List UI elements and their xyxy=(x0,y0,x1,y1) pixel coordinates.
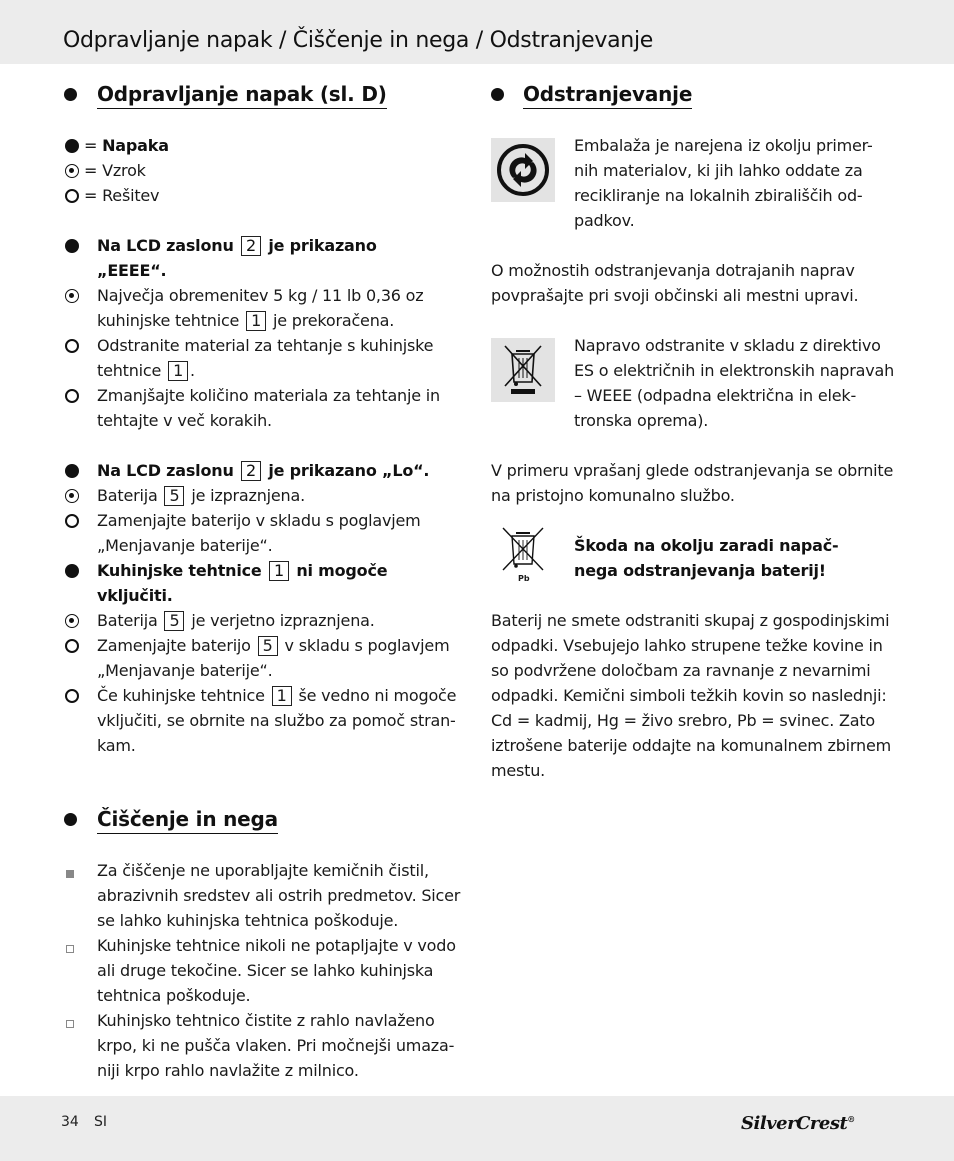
cause-symbol-icon xyxy=(65,289,79,303)
square-bullet-icon xyxy=(66,1020,74,1028)
solution-reduce-amount: Zmanjšajte količino materiala za tehtanje in tehtajte v več korakih. xyxy=(97,386,440,430)
solution-replace-battery-5: Zamenjajte baterijo 5 v skladu s poglavjem „Menjavanje baterije“. xyxy=(97,636,450,680)
cause-symbol-icon xyxy=(65,164,79,178)
square-bullet-icon xyxy=(66,870,74,878)
solution-symbol-icon xyxy=(65,689,79,703)
language-code: SI xyxy=(94,1114,108,1130)
weee-bin-icon xyxy=(491,338,555,402)
solution-symbol-icon xyxy=(65,189,79,203)
battery-icon-label: Pb xyxy=(518,574,530,583)
cleaning-item-1: Za čiščenje ne uporabljajte kemičnih čistil, abrazivnih sredstev ali ostrih predmetov. Sicer se lahko kuhinjska tehtnica poškoduje. xyxy=(97,861,461,930)
page-number: 34 xyxy=(61,1114,79,1130)
solution-symbol-icon xyxy=(65,389,79,403)
heading-bullet-icon xyxy=(64,88,77,101)
weee-text: Napravo odstranite v skladu z direktivo ES o električnih in elektronskih napravah – WEEE (odpadna električna in elek- tronska oprema). xyxy=(574,336,895,430)
heading-bullet-icon xyxy=(491,88,504,101)
legend-solution: = Rešitev xyxy=(84,186,160,205)
cleaning-heading: Čiščenje in nega xyxy=(97,807,278,834)
solution-symbol-icon xyxy=(65,514,79,528)
battery-warning: Škoda na okolju zaradi napač- nega odstranjevanja baterij! xyxy=(574,536,839,580)
cause-battery-empty: Baterija 5 je izpraznjena. xyxy=(97,486,305,505)
questions-text: V primeru vprašanj glede odstranjevanja se obrnite na pristojno komunalno službo. xyxy=(491,461,894,505)
fault-lo: Na LCD zaslonu 2 je prikazano „Lo“. xyxy=(97,461,430,480)
cleaning-item-3: Kuhinjsko tehtnico čistite z rahlo navlaženo krpo, ki ne pušča vlaken. Pri močnejši umaza- niji krpo rahlo navlažite z milnico. xyxy=(97,1011,455,1080)
fault-cannot-switch-on: Kuhinjske tehtnice 1 ni mogoče vključiti. xyxy=(97,561,388,605)
fault-eeee: Na LCD zaslonu 2 je prikazano „EEEE“. xyxy=(97,236,377,280)
solution-remove-material: Odstranite material za tehtanje s kuhinjske tehtnice 1 . xyxy=(97,336,434,380)
disposal-heading: Odstranjevanje xyxy=(523,82,692,109)
legend-fault: = Napaka xyxy=(84,136,169,155)
troubleshooting-heading: Odpravljanje napak (sl. D) xyxy=(97,82,387,109)
solution-contact-service: Če kuhinjske tehtnice 1 še vedno ni mogoče vključiti, se obrnite na službo za pomoč stran- kam. xyxy=(97,686,457,755)
legend-cause: = Vzrok xyxy=(84,161,146,180)
solution-symbol-icon xyxy=(65,339,79,353)
cause-battery-probably-empty: Baterija 5 je verjetno izpraznjena. xyxy=(97,611,375,630)
fault-symbol-icon xyxy=(65,564,79,578)
cause-symbol-icon xyxy=(65,489,79,503)
cleaning-item-2: Kuhinjske tehtnice nikoli ne potapljajte v vodo ali druge tekočine. Sicer se lahko kuhinjska tehtnica poškoduje. xyxy=(97,936,456,1005)
fault-symbol-icon xyxy=(65,239,79,253)
cause-symbol-icon xyxy=(65,614,79,628)
battery-text: Baterij ne smete odstraniti skupaj z gospodinjskimi odpadki. Vsebujejo lahko strupene težke kovine in so podvržene določbam za ravnanje z nevarnimi odpadki. Kemični simboli težkih kovin so naslednji: Cd = kadmij, Hg = živo srebro, Pb = svinec. Zato iztrošene baterije oddajte na komunalnem zbirnem mestu. xyxy=(491,611,891,780)
cause-overload: Največja obremenitev 5 kg / 11 lb 0,36 oz kuhinjske tehtnice 1 je prekoračena. xyxy=(97,286,424,330)
heading-bullet-icon xyxy=(64,813,77,826)
square-bullet-icon xyxy=(66,945,74,953)
page-title: Odpravljanje napak / Čiščenje in nega / Odstranjevanje xyxy=(63,28,653,53)
fault-symbol-icon xyxy=(65,464,79,478)
battery-disposal-icon xyxy=(491,524,555,588)
solution-replace-battery: Zamenjajte baterijo v skladu s poglavjem „Menjavanje baterije“. xyxy=(97,511,421,555)
packaging-text: Embalaža je narejena iz okolju primer- nih materialov, ki jih lahko oddate za recikliranje na lokalnih zbirališčih od- padkov. xyxy=(574,136,873,230)
solution-symbol-icon xyxy=(65,639,79,653)
old-devices-text: O možnostih odstranjevanja dotrajanih naprav povprašajte pri svoji občinski ali mestni upravi. xyxy=(491,261,859,305)
green-dot-recycling-icon xyxy=(491,138,555,202)
brand-logo: SilverCrest® xyxy=(741,1113,855,1134)
fault-symbol-icon xyxy=(65,139,79,153)
page-header xyxy=(0,0,954,64)
